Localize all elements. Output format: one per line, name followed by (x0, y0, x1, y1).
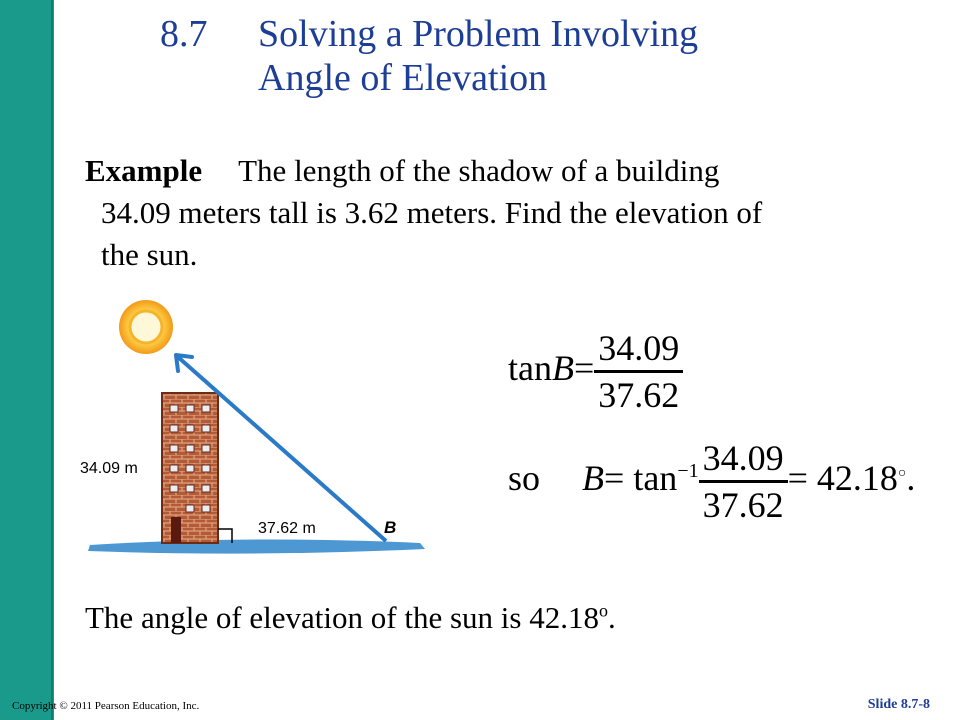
eq2-fraction (699, 438, 788, 525)
eq2-result: = 42.18 (787, 457, 898, 498)
eq2-inverse: −1 (677, 459, 699, 482)
degree-symbol: ○ (897, 465, 907, 481)
answer-body: The angle of elevation of the sun is 42.18 (85, 600, 599, 635)
example-text3: the sun. (101, 237, 198, 272)
title-line2: Angle of Elevation (258, 57, 548, 99)
eq2-denominator: 37.62 (702, 485, 784, 525)
building-figure (80, 295, 430, 565)
height-label: 34.09 m (80, 460, 138, 477)
slide-title (160, 12, 698, 100)
example-text1: The length of the shadow of a building (238, 153, 720, 188)
copyright: Copyright © 2011 Pearson Education, Inc. (12, 700, 200, 712)
title-line1: Solving a Problem Involving (258, 13, 699, 55)
eq1-equals: = (573, 347, 595, 388)
eq2-so: so (508, 457, 541, 498)
answer-degree: o (598, 600, 608, 621)
eq1-tan: tan (508, 347, 552, 388)
example-text2: 34.09 meters tall is 3.62 meters. Find the elevation of (101, 195, 763, 230)
section-number: 8.7 (160, 13, 208, 55)
base-label: 37.62 m (258, 520, 316, 537)
slide-number: Slide 8.7-8 (867, 697, 930, 712)
example-lead: Example (85, 153, 203, 188)
answer-tail: . (607, 600, 616, 635)
answer-text (85, 600, 616, 636)
sidebar-line (51, 0, 53, 720)
eq1-var: B (551, 347, 574, 388)
eq2-numerator: 34.09 (699, 438, 788, 483)
ground (88, 539, 425, 553)
sidebar-bar (0, 0, 54, 720)
eq1-numerator: 34.09 (594, 328, 683, 373)
equation-1 (508, 328, 683, 415)
eq1-fraction (594, 328, 683, 415)
eq2-tan: = tan (604, 457, 678, 498)
eq2-var: B (582, 457, 605, 498)
angle-label: B (384, 518, 397, 537)
eq1-denominator: 37.62 (598, 375, 680, 415)
eq2-period: . (906, 457, 916, 498)
equation-2 (508, 438, 915, 525)
example-text (85, 150, 915, 276)
